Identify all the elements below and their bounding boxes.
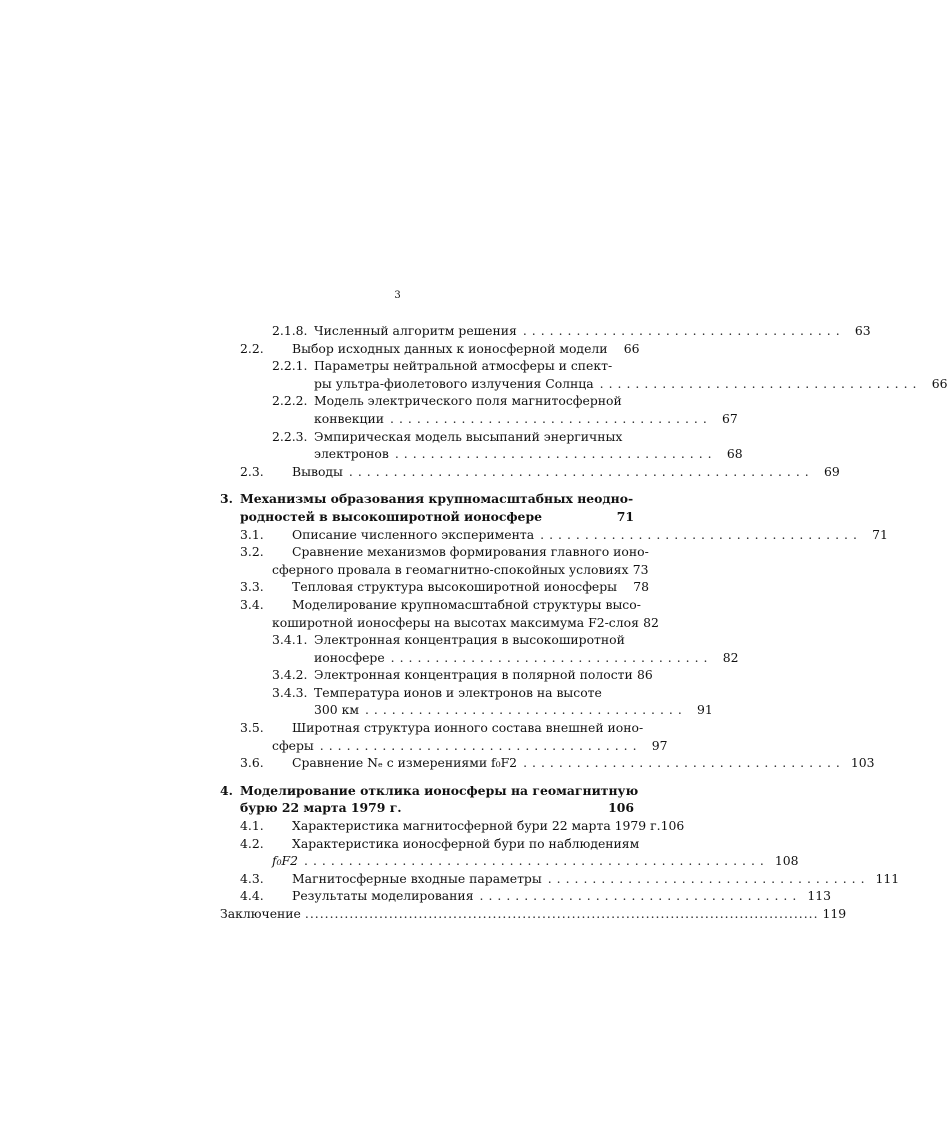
toc-entry-number: 3.4.2. [272,667,308,683]
toc-entry-title: Характеристика магнитосферной бури 22 марта 1979 г. [292,818,661,834]
leader-dots: .................................... [390,410,712,426]
toc-entry-title: Электронная концентрация в полярной полости [314,667,633,683]
toc-entry-page: 69 [823,463,840,479]
toc-entry-page: 67 [722,410,738,426]
toc-entry-number: 4.1. [240,818,264,834]
toc-entry-title-cont: сферного провала в геомагнитно-спокойных условиях [272,561,629,577]
toc-entry[interactable] [220,817,685,835]
toc-chapter-title: Механизмы образования крупномасштабных неодно- [240,491,634,507]
toc-entry-title: Широтная структура ионного состава внешней ионо- [292,720,644,736]
toc-entry[interactable] [220,578,650,596]
toc-entry-title: Результаты моделирования [292,888,474,904]
toc-entry-page: 103 [850,755,875,771]
toc-entry-number: 3.1. [240,526,264,542]
toc-entry[interactable] [220,835,640,853]
toc-entry-title: Магнитосферные входные параметры [292,870,542,886]
page-number: 3 [394,290,401,301]
toc-entry-number: 2.2.2. [272,393,308,409]
leader-dots: .................................... [599,375,922,391]
toc-entry-title-cont: ионосфере [314,649,385,665]
toc-entry-title: Сравнение Nₑ с измерениями f₀F2 [292,755,518,771]
toc-entry[interactable] [220,666,653,684]
leader-dots: .................................... [547,870,870,886]
toc-entry-number: 3.5. [240,720,264,736]
toc-entry-number: 4.4. [240,888,264,904]
toc-entry[interactable] [220,357,634,375]
toc-entry-title: Температура ионов и электронов на высоте [314,684,602,700]
toc-entry[interactable] [220,596,641,614]
leader-dots: .................................... [540,526,862,542]
toc-entry-page: 97 [651,737,668,753]
toc-entry[interactable] [220,340,640,358]
toc-entry-continuation[interactable] [220,737,668,755]
toc-entry-page: 78 [633,579,650,595]
toc-entry-page: 63 [854,323,871,338]
toc-entry-title: Выбор исходных данных к ионосферной модели [292,340,608,356]
toc-entry-number: 2.1.8. [272,323,308,338]
leader-dots: .................................... [479,888,802,904]
toc-entry-page: 66 [931,375,947,391]
toc-entry-page: 106 [660,818,685,834]
toc-entry-title: Электронная концентрация в высокоширотной [314,632,625,648]
toc-entry[interactable] [220,428,634,446]
toc-entry-page: 111 [875,870,900,886]
toc-entry-number: 3.4. [240,596,264,612]
leader-dots: .................................... [394,446,717,462]
toc-entry-continuation[interactable] [220,410,738,428]
toc-entry[interactable] [220,754,875,772]
leader-dots: ........................................................................................................ [304,906,819,921]
toc-chapter-continuation[interactable] [220,508,634,526]
toc-entry[interactable] [220,631,634,649]
toc-entry-title-cont: f₀F2 [272,853,299,869]
toc-entry-title: Численный алгоритм решения [314,323,517,338]
toc-entry-title: Выводы [292,463,343,479]
toc-entry-continuation[interactable] [220,614,659,632]
toc-entry-page: 73 [632,561,649,577]
toc-entry-number: 3.3. [240,579,264,595]
toc-entry[interactable] [220,463,840,481]
toc-entry-title-cont: коширотной ионосферы на высотах максимума F2-слоя [272,614,639,630]
toc-chapter[interactable] [220,782,639,800]
toc-chapter-page: 71 [616,508,634,524]
leader-dots: .................................................... [348,463,814,479]
table-of-contents [220,322,947,923]
toc-entry-continuation[interactable] [220,375,947,393]
toc-entry-title-cont: конвекции [314,410,384,426]
toc-entry-page: 71 [872,526,888,542]
toc-entry-number: 2.2.3. [272,428,308,444]
toc-entry-title: Описание численного эксперимента [292,526,535,542]
toc-chapter-page: 106 [608,800,634,816]
toc-entry-number: 3.6. [240,755,264,771]
toc-entry-title: Сравнение механизмов формирования главного ионо- [292,544,649,560]
toc-entry-page: 91 [697,702,713,718]
toc-entry-title: Эмпирическая модель высыпаний энергичных [314,428,623,444]
toc-entry-page: 66 [623,340,640,356]
toc-entry[interactable] [220,870,900,888]
toc-entry-title-cont: сферы [272,737,314,753]
toc-entry[interactable] [220,684,634,702]
toc-entry-number: 3.4.1. [272,632,308,648]
leader-dots: .................................... [522,323,845,338]
toc-entry-number: 4.3. [240,870,264,886]
leader-dots: .................................... [523,755,845,771]
toc-entry-title: Моделирование крупномасштабной структуры высо- [292,596,641,612]
toc-entry-number: 3.4.3. [272,684,308,700]
toc-conclusion-page: 119 [822,906,847,921]
toc-chapter-title-cont: бурю 22 марта 1979 г. [240,800,402,816]
toc-entry[interactable] [220,322,871,340]
toc-chapter-number: 4. [220,782,233,798]
toc-entry-number: 2.2.1. [272,358,308,374]
toc-chapter-number: 3. [220,491,233,507]
toc-chapter-title-cont: родностей в высокоширотной ионосфере [240,508,542,524]
toc-entry[interactable] [220,887,831,905]
toc-entry[interactable] [220,526,888,544]
toc-entry[interactable] [220,543,649,561]
leader-dots: .................................... [319,737,642,753]
toc-entry-page: 82 [722,649,739,665]
toc-entry-page: 108 [774,853,799,869]
toc-entry-number: 2.2. [240,340,264,356]
toc-entry-continuation[interactable] [220,701,713,719]
toc-entry-page: 113 [807,888,831,904]
toc-entry-continuation[interactable] [220,852,799,870]
toc-chapter-title: Моделирование отклика ионосферы на геомагнитную [240,782,639,798]
toc-entry-number: 3.2. [240,544,264,560]
toc-entry-number: 4.2. [240,835,264,851]
toc-entry-page: 82 [643,614,659,630]
toc-conclusion-title: Заключение [220,906,301,921]
toc-entry-continuation[interactable] [220,649,739,667]
toc-entry[interactable] [220,392,634,410]
toc-entry-title: Характеристика ионосферной бури по наблюдениям [292,835,640,851]
toc-entry-title: Модель электрического поля магнитосферной [314,393,622,409]
leader-dots: .................................................... [304,853,769,869]
toc-entry-title-cont: электронов [314,446,389,462]
toc-chapter-continuation[interactable] [220,799,634,817]
toc-entry-continuation[interactable] [220,561,649,579]
toc-entry-continuation[interactable] [220,445,743,463]
leader-dots: .................................... [364,702,687,718]
toc-entry-page: 68 [726,446,743,462]
toc-entry-title: Параметры нейтральной атмосферы и спект- [314,358,613,374]
toc-entry-number: 2.3. [240,463,264,479]
toc-entry-title-cont: ры ультра-фиолетового излучения Солнца [314,375,594,391]
toc-chapter[interactable] [220,490,634,508]
toc-entry-page: 86 [637,667,653,683]
toc-entry[interactable] [220,719,644,737]
toc-entry-title-cont: 300 км [314,702,359,718]
leader-dots: .................................... [390,649,713,665]
toc-entry-title: Тепловая структура высокоширотной ионосферы [292,579,618,595]
toc-conclusion[interactable] [220,905,847,923]
